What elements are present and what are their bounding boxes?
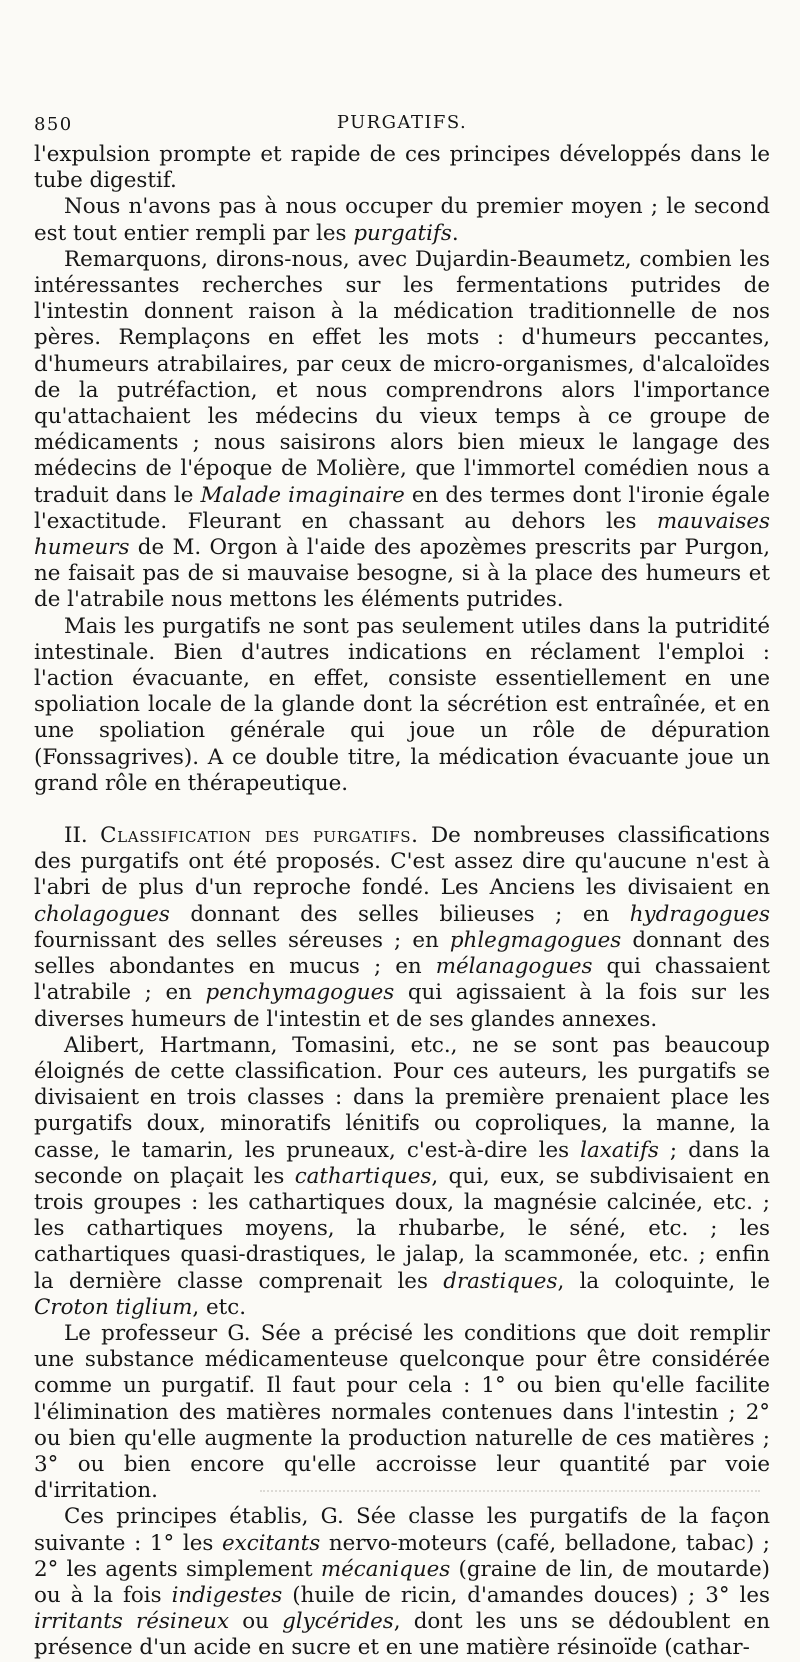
italic-term: mauvaises humeurs — [34, 508, 770, 561]
text-run: Mais les purgatifs ne sont pas seulement utiles dans la putridité intestinale. Bien d'autres indications en réclament l'emploi : l'action évacuante, en effet, consiste essentiellement en une spoliation locale de la glande dont la sécrétion est entraînée, et en une spoliation générale qui joue un rôle de dépuration (Fonssagrives). A ce double titre, la médication évacuante joue un grand rôle en thérapeutique. — [34, 613, 770, 796]
italic-term: cholagogues — [34, 901, 170, 927]
text-run: Nous n'avons pas à nous occuper du premier moyen ; le second est tout entier rempli par les — [34, 194, 770, 246]
italic-term: Croton tiglium — [34, 1294, 193, 1320]
paragraph — [34, 1504, 770, 1661]
bottom-edge-smudge — [260, 1490, 760, 1492]
text-run: (graine de lin, de moutarde) ou à la fois — [34, 1556, 770, 1608]
text-run: fournissant des selles séreuses ; en — [34, 927, 450, 953]
italic-term: indigestes — [171, 1582, 283, 1608]
paragraph — [34, 247, 770, 614]
text-run: Alibert, Hartmann, Tomasini, etc., ne se sont pas beaucoup éloignés de cette classification. Pour ces auteurs, les purgatifs se divisaient en trois classes : dans la première prenaient place les purgatifs doux, minoratifs lénitifs ou coproliques, la manne, la casse, le tamarin, les pruneaux, c'est-à-dire les — [34, 1032, 770, 1163]
italic-term: phlegmagogues — [449, 927, 622, 953]
body-text — [34, 142, 770, 1662]
italic-term: penchymagogues — [205, 980, 395, 1006]
italic-term: glycérides — [282, 1609, 394, 1635]
text-run: , la coloquinte, le — [557, 1268, 770, 1294]
text-run: ou — [229, 1609, 283, 1635]
text-run: nervo-moteurs (café, belladone, tabac) ; 2° les agents simplement — [34, 1530, 771, 1582]
text-run: , dont les uns se dédoublent en présence d'un acide en sucre et en une matière résinoïde (cathar- — [34, 1609, 770, 1661]
text-run: (huile de ricin, d'amandes douces) ; 3° les — [282, 1582, 770, 1608]
paragraph — [34, 142, 770, 194]
text-run: Remarquons, dirons-nous, avec Dujardin-Beaumetz, combien les intéressantes recherches sur les fermentations putrides de l'intestin donnent raison à la médication traditionnelle de nos pères. Remplaçons en effet les mots : d'humeurs peccantes, d'humeurs atrabilaires, par ceux de micro-organismes, d'alcaloïdes de la putréfaction, et nous comprendrons alors l'importance qu'attachaient les médecins du vieux temps à ce groupe de médicaments ; nous saisirons alors bien mieux le langage des médecins de l'époque de Molière, que l'immortel comédien nous a traduit dans le — [34, 246, 770, 508]
running-head — [34, 112, 770, 142]
italic-term: hydragogues — [629, 901, 770, 927]
italic-term: excitants — [221, 1530, 321, 1556]
italic-term: cathartiques — [294, 1163, 432, 1189]
text-run: Le professeur G. Sée a précisé les conditions que doit remplir une substance médicamenteuse quelconque pour être considérée comme un purgatif. Il faut pour cela : 1° ou bien qu'elle facilite l'élimination des matières normales contenues dans l'intestin ; 2° ou bien qu'elle augmente la production naturelle de ces matières ; 3° ou bien encore qu'elle accroisse leur quantité par voie d'irritation. — [34, 1320, 770, 1504]
text-run: en des termes dont l'ironie égale l'exactitude. Fleurant en chassant au dehors les — [34, 482, 770, 534]
section-heading: Classification des purgatifs. — [100, 823, 419, 849]
page-number: 850 — [34, 114, 73, 135]
italic-term: irritants résineux — [34, 1609, 230, 1635]
paragraph — [34, 194, 770, 246]
text-run: l'expulsion prompte et rapide de ces principes développés dans le tube digestif. — [34, 142, 770, 194]
text-run: II. — [64, 823, 101, 849]
paragraph — [34, 1321, 770, 1504]
paragraph — [34, 614, 770, 797]
italic-term: mécaniques — [320, 1556, 451, 1582]
text-run: de M. Orgon à l'aide des apozèmes prescrits par Purgon, ne faisait pas de si mauvaise besogne, si à la place des humeurs et de l'atrabile nous mettons les éléments putrides. — [34, 535, 770, 613]
page-title: PURGATIFS. — [336, 112, 468, 133]
text-run: ; dans la seconde on plaçait les — [34, 1137, 771, 1189]
italic-term: purgatifs — [353, 220, 452, 246]
text-run: , etc. — [192, 1294, 247, 1320]
text-run: donnant des selles abondantes en mucus ; en — [34, 927, 770, 980]
paragraph — [34, 1033, 770, 1321]
italic-term: Malade imaginaire — [200, 482, 405, 508]
italic-term: laxatifs — [580, 1137, 659, 1163]
italic-term: drastiques — [443, 1268, 558, 1294]
text-run: . — [451, 220, 459, 246]
text-run: Ces principes établis, G. Sée classe les purgatifs de la façon suivante : 1° les — [34, 1504, 770, 1556]
text-run: donnant des selles bilieuses ; en — [169, 901, 630, 927]
text-run: qui chassaient l'atrabile ; en — [34, 954, 770, 1006]
text-run: qui agissaient à la fois sur les diverses humeurs de l'intestin et de ses glandes annexes. — [34, 980, 770, 1032]
section-gap — [34, 797, 770, 823]
text-run: De nombreuses classifications des purgatifs ont été proposés. C'est assez dire qu'aucune n'est à l'abri de plus d'un reproche fondé. Les Anciens les divisaient en — [34, 823, 770, 901]
italic-term: mélanagogues — [435, 954, 593, 980]
paragraph — [34, 823, 770, 1033]
text-run: , qui, eux, se subdivisaient en trois groupes : les cathartiques doux, la magnésie calcinée, etc. ; les cathartiques moyens, la rhubarbe, le séné, etc. ; les cathartiques quasi-drastiques, le jalap, la scammonée, etc. ; enfin la dernière classe comprenait les — [34, 1163, 770, 1294]
